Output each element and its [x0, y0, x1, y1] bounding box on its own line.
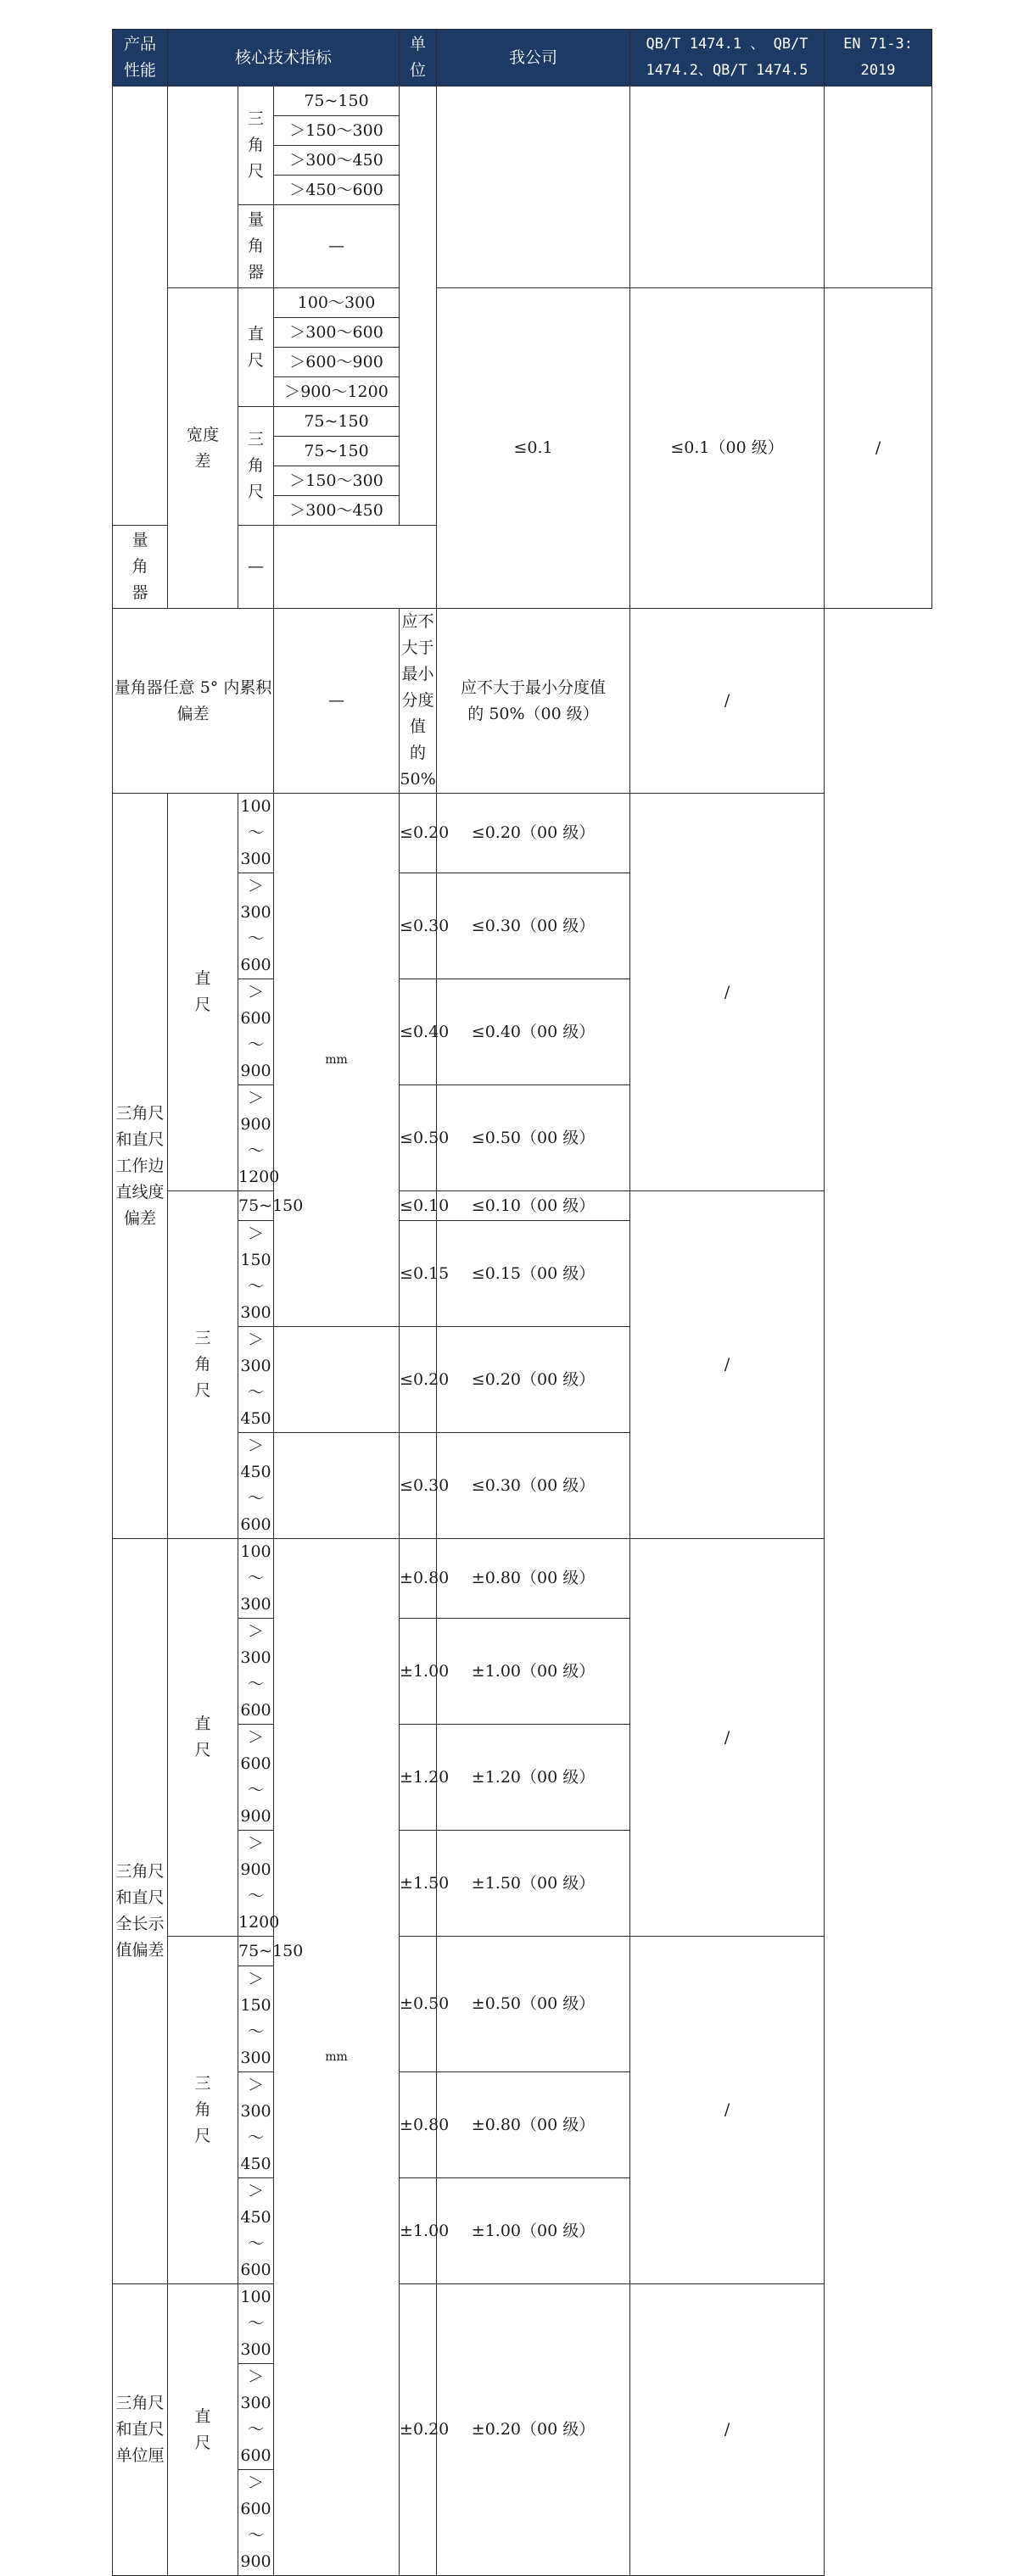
standard-value-cell: ±1.20（00 级）	[437, 1725, 630, 1831]
unit-cell: mm	[274, 794, 400, 1327]
range-cell: ＞900～1200	[274, 377, 400, 407]
standard-value-cell: ±1.00（00 级）	[437, 2178, 630, 2284]
our-value-cell: ±1.00	[400, 2178, 437, 2284]
range-cell: ＞150～300	[238, 1221, 274, 1327]
table-row	[113, 1191, 932, 1221]
type-label-straight: 直 尺	[238, 288, 274, 407]
range-cell: ＞300～600	[238, 2364, 274, 2470]
standard-value-cell: ≤0.40（00 级）	[437, 979, 630, 1085]
range-cell: 100～300	[238, 794, 274, 873]
product-performance-cell	[113, 86, 168, 526]
en-value-cell	[825, 86, 932, 288]
range-cell: ＞300～450	[238, 1327, 274, 1433]
range-cell: ＞450～600	[238, 1433, 274, 1539]
range-cell: 100～300	[238, 2284, 274, 2364]
header-our-company: 我公司	[437, 30, 630, 86]
standard-value-cell: ≤0.50（00 级）	[437, 1085, 630, 1191]
standard-value-cell: ±1.00（00 级）	[437, 1619, 630, 1725]
unit-cell	[274, 1433, 400, 1539]
standard-value-cell: ±1.50（00 级）	[437, 1831, 630, 1937]
table-header-row	[113, 30, 932, 86]
unit-cell	[274, 1327, 400, 1433]
type-label-straight: 直 尺	[168, 1539, 238, 1937]
our-value-cell: ±1.00	[400, 1619, 437, 1725]
our-value-cell: ≤0.50	[400, 1085, 437, 1191]
range-cell: ＞600～900	[238, 1725, 274, 1831]
table-row	[113, 1937, 932, 1966]
standard-value-cell: ≤0.20（00 级）	[437, 794, 630, 873]
our-value-cell: ±1.20	[400, 1725, 437, 1831]
table-row	[113, 288, 932, 318]
table-row	[113, 609, 932, 794]
standard-value-cell: ±0.80（00 级）	[437, 1539, 630, 1619]
en-value-cell: /	[630, 1191, 825, 1539]
item-name-width-deviation: 宽度 差	[168, 288, 238, 609]
en-value-cell: /	[630, 794, 825, 1191]
item-name-straightness: 三角尺 和直尺 工作边 直线度 偏差	[113, 794, 168, 1539]
unit-cell	[400, 86, 437, 526]
standard-value-cell: ±0.20（00 级）	[437, 2284, 630, 2576]
range-cell: ＞450～600	[274, 176, 400, 205]
en-value-cell: /	[630, 2284, 825, 2576]
item-name-cell	[168, 86, 238, 288]
range-cell: 100～300	[274, 288, 400, 318]
our-value-cell: ≤0.20	[400, 794, 437, 873]
our-value-cell: ±0.20	[400, 2284, 437, 2576]
type-label-protractor: 量 角 器	[238, 205, 274, 288]
range-cell: ＞300～450	[238, 2072, 274, 2178]
standard-value-cell: ≤0.10（00 级）	[437, 1191, 630, 1221]
our-value-cell: ≤0.40	[400, 979, 437, 1085]
range-cell: ＞600～900	[238, 2470, 274, 2576]
unit-cell: mm	[274, 1539, 400, 2576]
range-cell: ＞450～600	[238, 2178, 274, 2284]
type-label-triangle: 三 角 尺	[168, 1937, 238, 2284]
item-name-full-length: 三角尺 和直尺 全长示 值偏差	[113, 1539, 168, 2284]
range-cell: —	[274, 205, 400, 288]
type-label-triangle: 三 角 尺	[238, 407, 274, 526]
type-label-triangle: 三 角 尺	[238, 86, 274, 205]
item-name-cumulative-deviation: 量角器任意 5° 内累积偏差	[113, 609, 274, 794]
range-cell: ＞150～300	[238, 1966, 274, 2072]
standard-value-cell: ±0.80（00 级）	[437, 2072, 630, 2178]
type-label-protractor: 量 角 器	[113, 526, 168, 609]
our-value-cell: ≤0.30	[400, 1433, 437, 1539]
range-cell: ＞300～600	[238, 1619, 274, 1725]
table-row	[113, 86, 932, 116]
header-en-standard: EN 71-3: 2019	[825, 30, 932, 86]
range-cell: ＞300～450	[274, 496, 400, 526]
range-cell: ＞300～450	[274, 146, 400, 176]
standard-value-cell: 应不大于最小分度值 的 50%（00 级）	[437, 609, 630, 794]
our-value-cell: ≤0.30	[400, 873, 437, 979]
our-value-cell: ±0.80	[400, 2072, 437, 2178]
our-value-cell: ≤0.1	[437, 288, 630, 609]
standard-value-cell: ≤0.1（00 级）	[630, 288, 825, 609]
header-product-performance: 产品 性能	[113, 30, 168, 86]
our-value-cell: 应不大于最小分度值 的 50%	[400, 609, 437, 794]
our-value-cell: ≤0.10	[400, 1191, 437, 1221]
table-row	[113, 1539, 932, 1619]
en-value-cell: /	[630, 609, 825, 794]
standard-value-cell: ≤0.20（00 级）	[437, 1327, 630, 1433]
our-value-cell: ±0.80	[400, 1539, 437, 1619]
range-cell: —	[238, 526, 274, 609]
range-cell: ＞900～1200	[238, 1085, 274, 1191]
standard-value-cell: ≤0.30（00 级）	[437, 1433, 630, 1539]
header-unit: 单 位	[400, 30, 437, 86]
range-cell: 100～300	[238, 1539, 274, 1619]
range-cell: ＞150～300	[274, 466, 400, 496]
range-cell: 75~150	[274, 407, 400, 437]
standard-value-cell: ≤0.30（00 级）	[437, 873, 630, 979]
range-cell: ＞300～600	[274, 318, 400, 348]
en-value-cell: /	[630, 1539, 825, 1937]
standard-value-cell: ≤0.15（00 级）	[437, 1221, 630, 1327]
standard-value-cell: ±0.50（00 级）	[437, 1937, 630, 2072]
range-cell: ＞150～300	[274, 116, 400, 146]
our-value-cell: ≤0.15	[400, 1221, 437, 1327]
our-value-cell: ±1.50	[400, 1831, 437, 1937]
header-core-indicator: 核心技术指标	[168, 30, 400, 86]
standard-value-cell	[630, 86, 825, 288]
our-value-cell: ±0.50	[400, 1937, 437, 2072]
spec-table	[112, 29, 932, 2576]
range-cell: 75~150	[274, 437, 400, 466]
table-row	[113, 2284, 932, 2364]
en-value-cell: /	[630, 1937, 825, 2284]
table-row	[113, 794, 932, 873]
unit-cell: —	[274, 609, 400, 794]
range-cell: 75~150	[238, 1191, 274, 1221]
range-cell: ＞300～600	[238, 873, 274, 979]
type-label-straight: 直 尺	[168, 794, 238, 1191]
range-cell: ＞600～900	[274, 348, 400, 377]
our-value-cell: ≤0.20	[400, 1327, 437, 1433]
range-cell: 75~150	[238, 1937, 274, 1966]
range-cell: 75~150	[274, 86, 400, 116]
our-value-cell	[437, 86, 630, 288]
en-value-cell: /	[825, 288, 932, 609]
range-cell: ＞600～900	[238, 979, 274, 1085]
header-qbt-standard: QB/T 1474.1 、 QB/T 1474.2、QB/T 1474.5	[630, 30, 825, 86]
type-label-straight: 直 尺	[168, 2284, 238, 2576]
type-label-triangle: 三 角 尺	[168, 1191, 238, 1539]
item-name-unit-cm: 三角尺 和直尺 单位厘	[113, 2284, 168, 2576]
range-cell: ＞900～1200	[238, 1831, 274, 1937]
